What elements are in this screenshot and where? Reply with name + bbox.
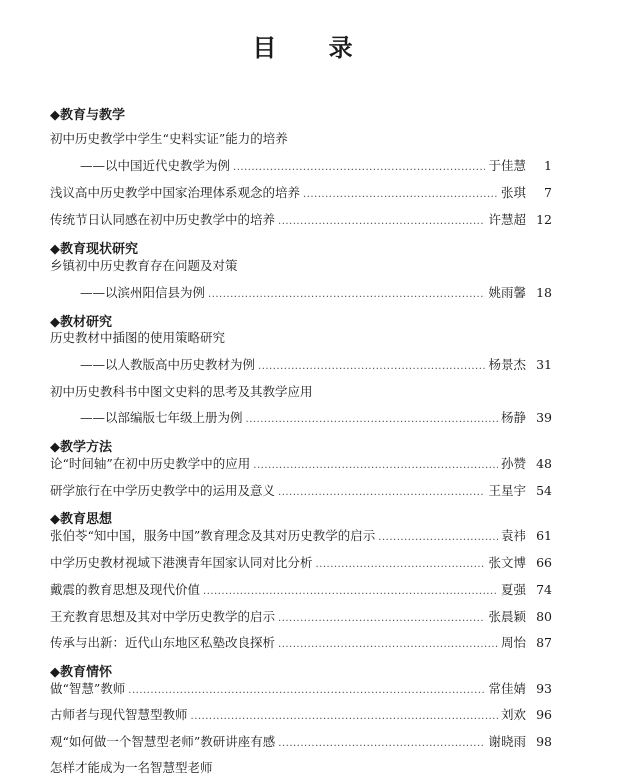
entry-title: 戴震的教育思想及现代价值 [50, 582, 201, 597]
dot-leader [303, 186, 498, 204]
entry-title: 张伯苓“知中国，服务中国”教育理念及其对历史教学的启示 [50, 528, 376, 543]
section-heading: ◆教育与教学 [50, 108, 125, 123]
dot-leader [316, 556, 486, 574]
entry-title: 初中历史教学中学生“史料实证”能力的培养 [50, 131, 288, 146]
entry-page: 80 [536, 609, 552, 624]
entry-title: 研学旅行在中学历史教学中的运用及意义 [50, 483, 276, 498]
toc-entry[interactable] [80, 157, 552, 175]
entry-author: 刘欢 [500, 707, 526, 722]
toc-entry[interactable] [50, 554, 552, 572]
dot-leader [278, 484, 485, 502]
entry-author: 夏强 [500, 582, 526, 597]
entry-title: 浅议高中历史教学中国家治理体系观念的培养 [50, 185, 301, 200]
toc-entry[interactable] [50, 581, 552, 599]
entry-author: 袁祎 [500, 528, 526, 543]
entry-page: 74 [536, 582, 552, 597]
entry-page: 66 [536, 555, 552, 570]
toc-entry[interactable] [80, 356, 552, 374]
entry-title: ——以滨州阳信县为例 [80, 285, 206, 300]
dot-leader [278, 636, 498, 654]
entry-page: 1 [544, 158, 552, 173]
toc-entry[interactable] [80, 409, 552, 427]
dot-leader [278, 610, 485, 628]
dot-leader [128, 682, 485, 700]
entry-title: 怎样才能成为一名智慧型老师 [50, 760, 213, 775]
entry-page: 7 [544, 185, 552, 200]
entry-title: ——以人教版高中历史教材为例 [80, 357, 256, 372]
toc-entry[interactable] [50, 759, 552, 777]
section-heading: ◆教育情怀 [50, 665, 112, 680]
page-title: 目 录 [252, 34, 375, 62]
entry-page: 96 [536, 707, 552, 722]
dot-leader [258, 358, 485, 376]
entry-author: 常佳婧 [488, 681, 526, 696]
entry-page: 98 [536, 734, 552, 749]
toc-entry[interactable] [50, 733, 552, 751]
entry-title: 乡镇初中历史教育存在问题及对策 [50, 258, 238, 273]
dot-leader [378, 529, 498, 547]
entry-page: 54 [536, 483, 552, 498]
entry-author: 张琪 [500, 185, 526, 200]
entry-title: 观“如何做一个智慧型老师”教研讲座有感 [50, 734, 276, 749]
entry-page: 87 [536, 635, 552, 650]
entry-title: 古师者与现代智慧型教师 [50, 707, 188, 722]
dot-leader [278, 735, 485, 753]
entry-author: 谢晓雨 [488, 734, 526, 749]
dot-leader [278, 213, 485, 231]
toc-entry[interactable] [50, 680, 552, 698]
section-heading: ◆教材研究 [50, 315, 112, 330]
toc-entry[interactable] [50, 130, 552, 148]
entry-title: 论“时间轴”在初中历史教学中的应用 [50, 456, 251, 471]
toc-entry[interactable] [50, 482, 552, 500]
toc-entry[interactable] [50, 257, 552, 275]
section-heading: ◆教学方法 [50, 440, 112, 455]
entry-author: 孙赞 [500, 456, 526, 471]
dot-leader [246, 411, 498, 429]
toc-entry[interactable] [50, 706, 552, 724]
entry-author: 许慧超 [488, 212, 526, 227]
toc-entry[interactable] [50, 184, 552, 202]
entry-author: 王星宇 [488, 483, 526, 498]
entry-title: 中学历史教材视域下港澳青年国家认同对比分析 [50, 555, 313, 570]
entry-page: 12 [536, 212, 552, 227]
entry-author: 杨静 [500, 410, 526, 425]
entry-title: ——以部编版七年级上册为例 [80, 410, 243, 425]
entry-title: 传统节日认同感在初中历史教学中的培养 [50, 212, 276, 227]
toc-entry[interactable] [50, 634, 552, 652]
entry-author: 姚雨馨 [488, 285, 526, 300]
entry-page: 48 [536, 456, 552, 471]
dot-leader [233, 159, 485, 177]
toc-entry[interactable] [50, 211, 552, 229]
entry-title: 初中历史教科书中图文史料的思考及其教学应用 [50, 384, 313, 399]
toc-entry[interactable] [50, 455, 552, 473]
toc-entry[interactable] [80, 284, 552, 302]
entry-title: 做“智慧”教师 [50, 681, 126, 696]
toc-entry[interactable] [50, 527, 552, 545]
section-heading: ◆教育思想 [50, 512, 112, 527]
entry-page: 31 [536, 357, 552, 372]
entry-page: 93 [536, 681, 552, 696]
dot-leader [253, 457, 498, 475]
section-heading: ◆教育现状研究 [50, 242, 138, 257]
entry-title: 王充教育思想及其对中学历史教学的启示 [50, 609, 276, 624]
entry-author: 张晨颖 [488, 609, 526, 624]
toc-entry[interactable] [50, 329, 552, 347]
dot-leader [191, 708, 498, 726]
dot-leader [203, 583, 498, 601]
entry-author: 周怡 [500, 635, 526, 650]
toc-entry[interactable] [50, 383, 552, 401]
dot-leader [208, 286, 485, 304]
entry-title: 历史教材中插图的使用策略研究 [50, 330, 226, 345]
entry-author: 杨景杰 [488, 357, 526, 372]
toc-entry[interactable] [50, 608, 552, 626]
entry-page: 61 [536, 528, 552, 543]
entry-title: 传承与出新：近代山东地区私塾改良探析 [50, 635, 276, 650]
entry-author: 张文博 [488, 555, 526, 570]
entry-title: ——以中国近代史教学为例 [80, 158, 231, 173]
entry-page: 39 [536, 410, 552, 425]
entry-page: 18 [536, 285, 552, 300]
entry-author: 于佳慧 [488, 158, 526, 173]
